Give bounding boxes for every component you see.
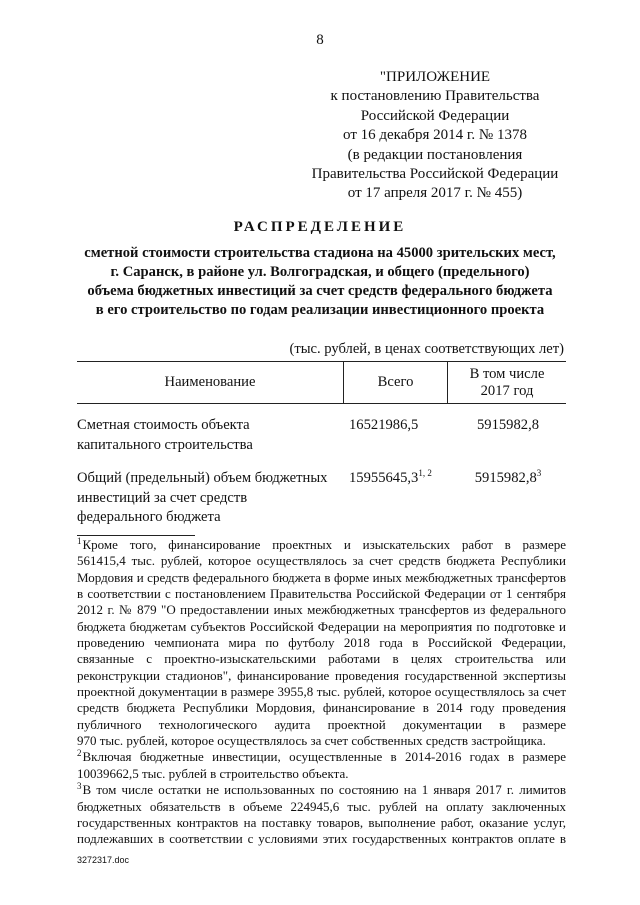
header-year-line: В том числе: [469, 365, 545, 382]
units-note: (тыс. рублей, в ценах соответствующих лет): [289, 341, 564, 357]
budget-table: [77, 361, 566, 525]
row-total: [349, 469, 459, 489]
footnote-line: в соответствии с постановлением Правительства Российской Федерации от 1 сентября: [77, 586, 566, 602]
footnote-line: В том числе остатки не использованных по состоянию на 1 января 2017 г. лимитов: [82, 782, 566, 798]
page-number: 8: [316, 32, 324, 48]
row-name-line: инвестиций за счет средств: [77, 489, 248, 506]
table-header: [77, 361, 566, 404]
subtitle-line: объема бюджетных инвестиций за счет средств федерального бюджета: [87, 283, 553, 299]
footnote-line: проведению чемпионата мира по футболу 2018 года в Российской Федерации,: [77, 635, 566, 651]
appendix-line: от 16 декабря 2014 г. № 1378: [343, 127, 527, 144]
footnote-line: проектной документации в размере 3955,8 тыс. рублей, которое осуществлялось за счет: [77, 684, 566, 700]
document-reference: 3272317.doc: [77, 855, 130, 865]
appendix-line: Российской Федерации: [360, 107, 510, 124]
footnote-line: Включая бюджетные инвестиции, осуществленные в 2014-2016 годах в размере: [82, 749, 566, 765]
footnote: [77, 782, 566, 847]
footnote-mark: 3: [77, 780, 82, 791]
row-name: [77, 416, 347, 455]
appendix-line: (в редакции постановления: [347, 146, 523, 163]
header-total: Всего: [377, 374, 414, 390]
appendix-line: от 17 апреля 2017 г. № 455): [347, 185, 523, 202]
header-year-line: 2017 год: [480, 382, 534, 399]
footnote-line: Кроме того, финансирование проектных и изыскательских работ в размере: [82, 537, 566, 552]
subtitle-line: г. Саранск, в районе ул. Волгоградская, и общего (предельного): [110, 264, 530, 280]
footnote-ref: 1, 2: [418, 468, 432, 479]
header-year: [448, 362, 566, 403]
footnote: [77, 537, 566, 749]
row-year-value: 5915982,8: [474, 470, 537, 486]
row-name-line: федерального бюджета: [77, 509, 221, 525]
footnote-line: 10039662,5 тыс. рублей в строительство объекта.: [77, 765, 349, 781]
row-name-line: Общий (предельный) объем бюджетных: [77, 470, 328, 486]
footnote-line: государственных контрактов на поставку товаров, выполнение работ, оказание услуг,: [77, 814, 566, 830]
footnotes: [77, 537, 566, 848]
row-name-line: капитального строительства: [77, 436, 253, 453]
appendix-line: "ПРИЛОЖЕНИЕ: [379, 69, 491, 85]
footnote-line: средств бюджета Республики Мордовия, финансирование в 2014 году проведения: [77, 700, 566, 716]
header-name: Наименование: [164, 374, 256, 390]
footnote-separator: [77, 535, 195, 536]
row-year: [453, 469, 563, 489]
subtitle-line: сметной стоимости строительства стадиона на 45000 зрительских мест,: [84, 245, 556, 261]
footnote: [77, 749, 566, 782]
row-total: [349, 416, 459, 436]
row-total-value: 15955645,3: [349, 470, 419, 486]
footnote-ref: 3: [536, 468, 542, 479]
footnote-mark: 1: [77, 535, 82, 546]
footnote-line: связанные с проектно-изыскательскими работами в целях строительства или: [77, 651, 566, 667]
footnote-line: Мордовия и средств федерального бюджета в форме иных межбюджетных трансфертов: [77, 569, 566, 585]
appendix-line: Правительства Российской Федерации: [311, 166, 559, 183]
subtitle-line: в его строительство по годам реализации инвестиционного проекта: [95, 302, 545, 318]
footnote-line: бюджета бюджетам субъектов Российской Федерации на мероприятия по подготовке и: [77, 618, 566, 634]
row-year: [453, 416, 563, 436]
row-total-value: 16521986,5: [349, 417, 419, 433]
row-year-value: 5915982,8: [476, 417, 540, 433]
row-name: [77, 469, 347, 528]
footnote-line: подлежавших в соответствии с условиями этих государственных контрактов оплате в: [77, 831, 566, 847]
footnote-mark: 2: [77, 748, 82, 759]
document-subtitle: [70, 244, 570, 320]
document-title: РАСПРЕДЕЛЕНИЕ: [233, 219, 407, 235]
row-name-line: Сметная стоимость объекта: [77, 417, 250, 433]
footnote-line: публичного технологического аудита проектной документации в размере: [77, 716, 566, 732]
appendix-line: к постановлению Правительства: [330, 88, 540, 105]
footnote-line: 561415,4 тыс. рублей, которое осуществлялось за счет средств бюджета Республики: [77, 553, 566, 569]
footnote-line: 970 тыс. рублей, которое осуществлялось за счет собственных средств застройщика.: [77, 733, 546, 749]
footnote-line: реконструкции стадионов", финансирование проведения государственной экспертизы: [77, 667, 566, 683]
footnote-line: бюджетных обязательств в объеме 224945,6 тыс. рублей на оплату заключенных: [77, 798, 566, 814]
appendix-header: [300, 68, 570, 204]
footnote-line: 2012 г. № 879 "О предоставлении иных межбюджетных трансфертов из федерального: [77, 602, 566, 618]
